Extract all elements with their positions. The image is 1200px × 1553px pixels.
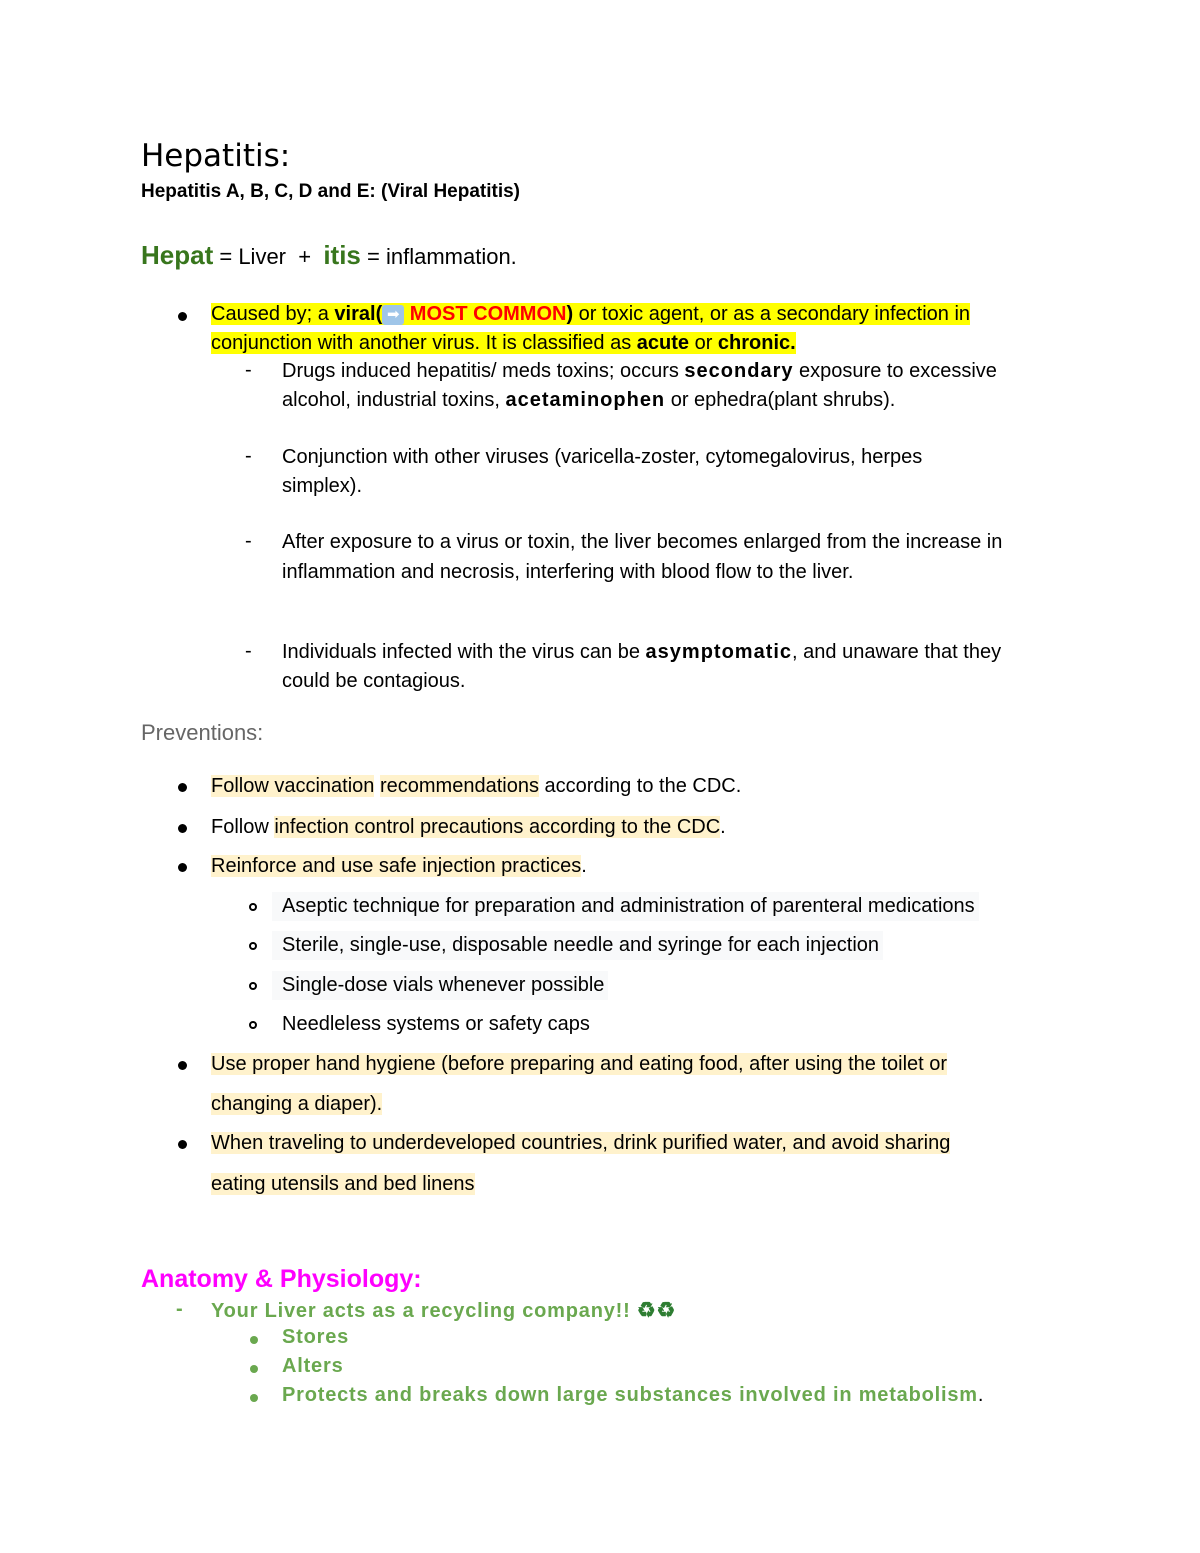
text: Drugs induced hepatitis/ meds toxins; occurs xyxy=(282,360,685,382)
text: according to the CDC. xyxy=(538,775,742,797)
circle-bullet-icon xyxy=(249,903,257,911)
text: Follow xyxy=(211,816,275,838)
prevention-item-2 xyxy=(211,813,726,842)
text: Aseptic technique for preparation and administration of parenteral medications xyxy=(282,895,975,917)
prevention-item-5-line-2 xyxy=(211,1170,475,1199)
dash-marker: - xyxy=(245,359,252,381)
text: recommendations xyxy=(379,775,539,797)
bullet-icon xyxy=(178,312,187,321)
recycle-icon: ♻♻ xyxy=(636,1299,677,1322)
conjunction-text: conjunction with another virus. It is classified as xyxy=(211,332,637,354)
bullet-icon xyxy=(250,1394,258,1402)
dash-item-3-line-1: After exposure to a virus or toxin, the liver becomes enlarged from the increase in xyxy=(282,531,1003,553)
bullet-icon xyxy=(250,1365,258,1373)
bullet-icon xyxy=(250,1336,258,1344)
dash-item-1-line-2 xyxy=(282,386,895,415)
dash-item-4-line-2: could be contagious. xyxy=(282,670,466,692)
text: When traveling to underdeveloped countries, drink purified water, and avoid sharing xyxy=(211,1132,951,1154)
inflammation-text: = inflammation. xyxy=(360,244,517,269)
page-subtitle: Hepatitis A, B, C, D and E: (Viral Hepatitis) xyxy=(141,181,521,202)
paren-close: ) xyxy=(566,303,574,325)
text: eating utensils and bed linens xyxy=(211,1173,475,1195)
bullet-icon xyxy=(178,1061,187,1070)
dash-item-4-line-1 xyxy=(282,638,1001,667)
dash-item-2-line-2: simplex). xyxy=(282,475,363,497)
bullet-icon xyxy=(178,1140,187,1149)
period: . xyxy=(977,1384,984,1406)
prevention-item-5-line-1 xyxy=(211,1129,950,1158)
sub-item-4 xyxy=(272,1010,594,1039)
text: Needleless systems or safety caps xyxy=(282,1013,590,1035)
text: alcohol, industrial toxins, xyxy=(282,389,506,411)
text: or ephedra(plant shrubs). xyxy=(665,389,896,411)
hepat-term: Hepat xyxy=(141,240,214,270)
caused-by-line-2 xyxy=(211,329,796,358)
bullet-icon xyxy=(178,783,187,792)
text: Use proper hand hygiene (before preparing and eating food, after using the toilet or xyxy=(211,1053,948,1075)
caused-text: Caused by; a xyxy=(211,303,335,325)
circle-bullet-icon xyxy=(249,942,257,950)
text: . xyxy=(581,855,587,877)
secondary-text: secondary xyxy=(684,360,794,382)
text: infection control precautions according to the CDC xyxy=(274,816,721,838)
bullet-icon xyxy=(178,824,187,833)
caused-by-line-1 xyxy=(211,300,970,329)
bullet-icon xyxy=(178,863,187,872)
most-common-text: MOST COMMON xyxy=(404,303,567,325)
anatomy-item-3 xyxy=(282,1384,983,1407)
dash-marker: - xyxy=(176,1298,184,1320)
definition-line xyxy=(141,240,517,271)
sub-item-2 xyxy=(272,931,883,960)
viral-text: viral( xyxy=(334,303,383,325)
or-text: or xyxy=(689,332,718,354)
chronic-text: chronic. xyxy=(717,332,796,354)
text: exposure to excessive xyxy=(793,360,997,382)
text: Protects and breaks down large substances involved in metabolism xyxy=(282,1384,978,1406)
dash-item-1-line-1 xyxy=(282,357,997,386)
caused-text-2: or toxic agent, or as a secondary infection in xyxy=(573,303,971,325)
prevention-item-4-line-1 xyxy=(211,1050,947,1079)
anatomy-heading: Anatomy & Physiology: xyxy=(141,1265,422,1293)
prevention-item-4-line-2 xyxy=(211,1090,382,1119)
dash-item-3-line-2: inflammation and necrosis, interfering with blood flow to the liver. xyxy=(282,561,854,583)
page-title: Hepatitis: xyxy=(141,138,291,174)
acute-text: acute xyxy=(636,332,690,354)
dash-marker: - xyxy=(245,445,252,467)
text: Follow vaccination xyxy=(211,775,375,797)
circle-bullet-icon xyxy=(249,982,257,990)
text: Your Liver acts as a recycling company!! xyxy=(211,1300,631,1322)
anatomy-item-1: Stores xyxy=(282,1326,350,1348)
arrow-right-icon: ➡ xyxy=(382,305,404,325)
sub-item-3 xyxy=(272,971,608,1000)
anatomy-item-2: Alters xyxy=(282,1355,344,1377)
dash-marker: - xyxy=(245,640,252,662)
asymptomatic-text: asymptomatic xyxy=(645,641,793,663)
circle-bullet-icon xyxy=(249,1021,257,1029)
itis-term: itis xyxy=(323,240,361,270)
text: changing a diaper). xyxy=(211,1093,383,1115)
dash-marker: - xyxy=(245,530,252,552)
prevention-item-3 xyxy=(211,852,587,881)
text: Individuals infected with the virus can be xyxy=(282,641,646,663)
dash-item-2-line-1: Conjunction with other viruses (varicella-zoster, cytomegalovirus, herpes xyxy=(282,446,923,468)
liver-recycling-line xyxy=(211,1298,676,1323)
text: Single-dose vials whenever possible xyxy=(282,974,605,996)
prevention-item-1 xyxy=(211,772,741,801)
liver-text: = Liver + xyxy=(213,244,324,269)
text: , and unaware that they xyxy=(792,641,1002,663)
text: . xyxy=(720,816,726,838)
preventions-heading: Preventions: xyxy=(141,720,264,745)
text: Reinforce and use safe injection practices xyxy=(211,855,582,877)
acetaminophen-text: acetaminophen xyxy=(505,389,666,411)
sub-item-1 xyxy=(272,892,979,921)
text: Sterile, single-use, disposable needle and syringe for each injection xyxy=(282,934,880,956)
